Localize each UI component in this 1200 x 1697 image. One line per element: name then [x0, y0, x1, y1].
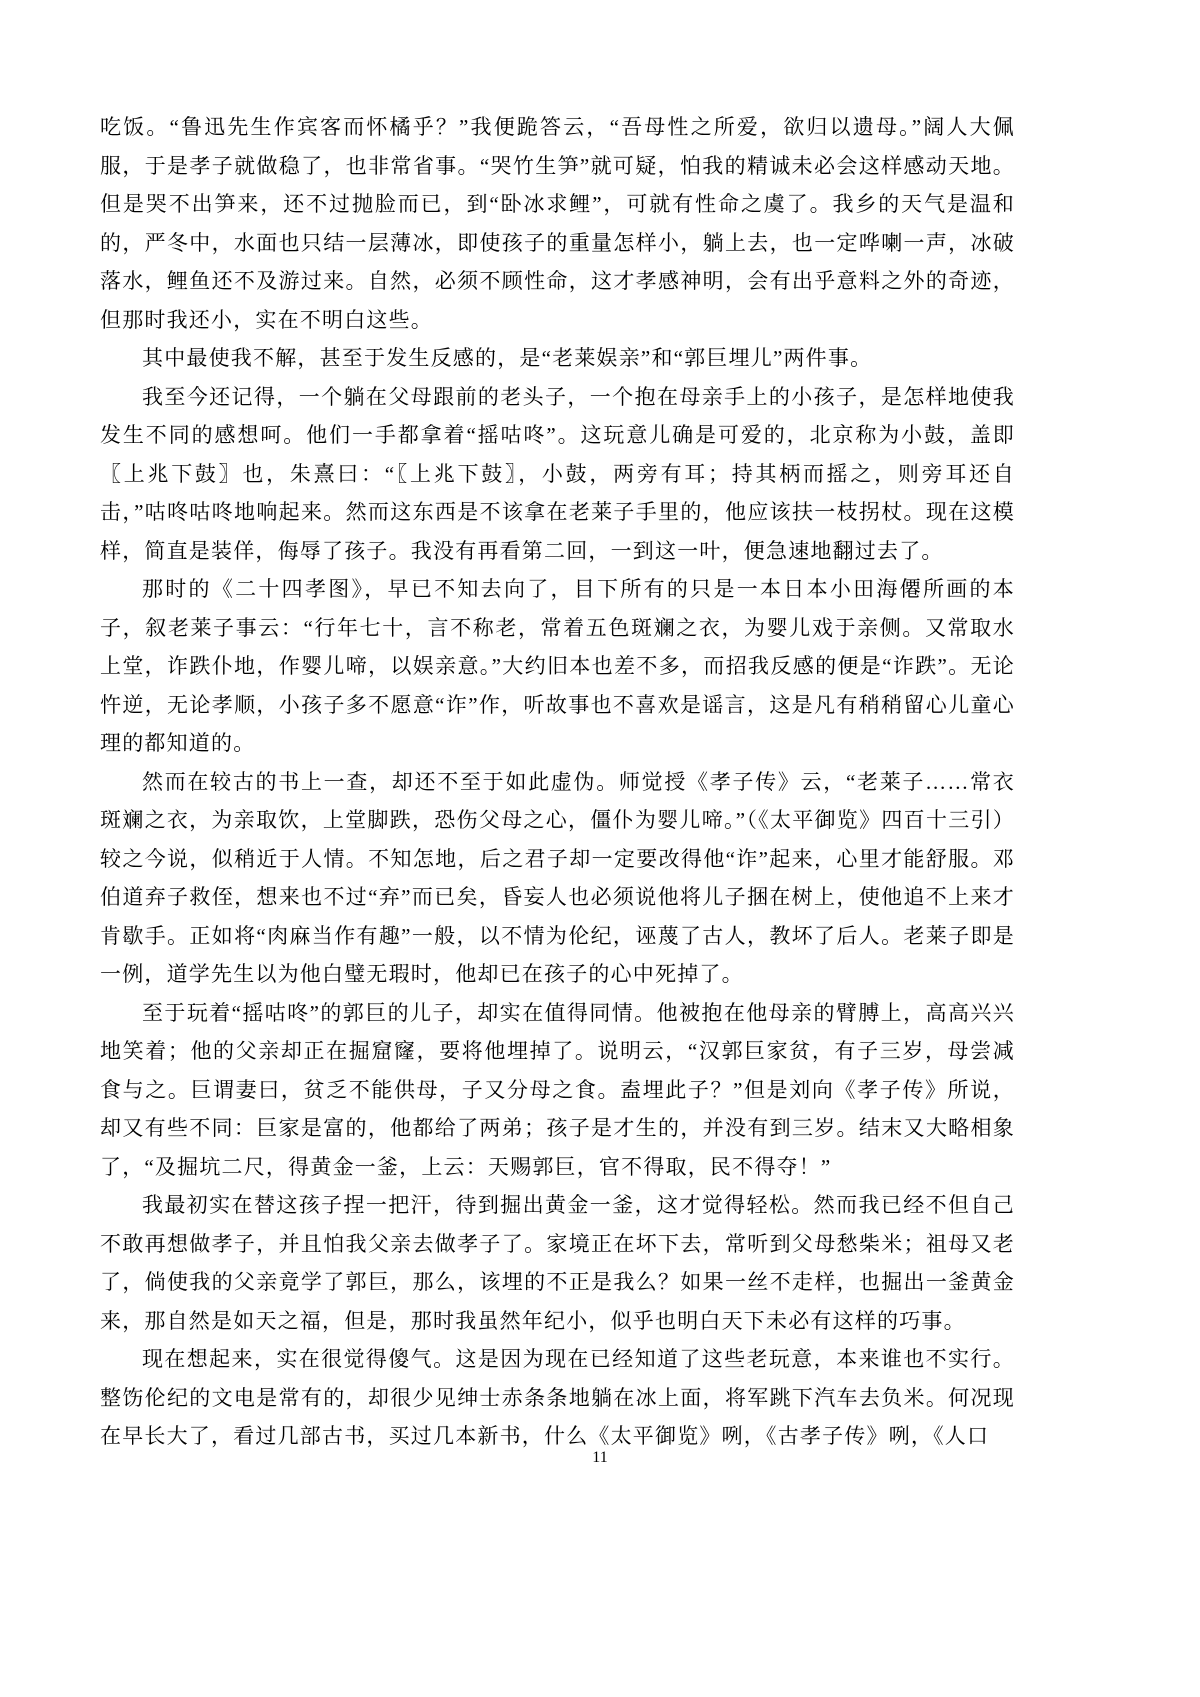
- paragraph: 我最初实在替这孩子捏一把汗，待到掘出黄金一釜，这才觉得轻松。然而我已经不但自己不敢再想做孝子，并且怕我父亲去做孝子了。家境正在坏下去，常听到父母愁柴米；祖母又老了，倘使我的父亲竟学了郭巨，那么，该埋的不正是我么？如果一丝不走样，也掘出一釜黄金来，那自然是如天之福，但是，那时我虽然年纪小，似乎也明白天下未必有这样的巧事。: [100, 1193, 1015, 1333]
- paragraph: 那时的《二十四孝图》，早已不知去向了，目下所有的只是一本日本小田海僊所画的本子，叙老莱子事云：“行年七十，言不称老，常着五色斑斓之衣，为婴儿戏于亲侧。又常取水上堂，诈跌仆地，作婴儿啼，以娱亲意。”大约旧本也差不多，而招我反感的便是“诈跌”。无论忤逆，无论孝顺，小孩子多不愿意“诈”作，听故事也不喜欢是谣言，这是凡有稍稍留心儿童心理的都知道的。: [100, 577, 1015, 755]
- paragraph: 吃饭。“鲁迅先生作宾客而怀橘乎？”我便跪答云，“吾母性之所爱，欲归以遗母。”阔人大佩服，于是孝子就做稳了，也非常省事。“哭竹生笋”就可疑，怕我的精诚未必会这样感动天地。但是哭不出笋来，还不过抛脸而已，到“卧冰求鲤”，可就有性命之虞了。我乡的天气是温和的，严冬中，水面也只结一层薄冰，即使孩子的重量怎样小，躺上去，也一定哗喇一声，冰破落水，鲤鱼还不及游过来。自然，必须不顾性命，这才孝感神明，会有出乎意料之外的奇迹，但那时我还小，实在不明白这些。: [100, 115, 1015, 332]
- page-content: [100, 108, 1015, 1456]
- paragraph: 至于玩着“摇咕咚”的郭巨的儿子，却实在值得同情。他被抱在他母亲的臂膊上，高高兴兴地笑着；他的父亲却正在掘窟窿，要将他埋掉了。说明云，“汉郭巨家贫，有子三岁，母尝减食与之。巨谓妻曰，贫乏不能供母，子又分母之食。盍埋此子？”但是刘向《孝子传》所说，却又有些不同：巨家是富的，他都给了两弟；孩子是才生的，并没有到三岁。结末又大略相象了，“及掘坑二尺，得黄金一釜，上云：天赐郭巨，官不得取，民不得夺！”: [100, 1000, 1015, 1179]
- paragraph: 现在想起来，实在很觉得傻气。这是因为现在已经知道了这些老玩意，本来谁也不实行。整饬伦纪的文电是常有的，却很少见绅士赤条条地躺在冰上面，将军跳下汽车去负米。何况现在早长大了，看过几部古书，买过几本新书，什么《太平御览》咧，《古孝子传》咧，《人口: [100, 1347, 1015, 1448]
- paragraph: 我至今还记得，一个躺在父母跟前的老头子，一个抱在母亲手上的小孩子，是怎样地使我发生不同的感想呵。他们一手都拿着“摇咕咚”。这玩意儿确是可爱的，北京称为小鼓，盖即〖上兆下鼓〗也，朱熹曰：“〖上兆下鼓〗，小鼓，两旁有耳；持其柄而摇之，则旁耳还自击，”咕咚咕咚地响起来。然而这东西是不该拿在老莱子手里的，他应该扶一枝拐杖。现在这模样，简直是装佯，侮辱了孩子。我没有再看第二回，一到这一叶，便急速地翻过去了。: [100, 384, 1015, 563]
- page-number: 11: [592, 1449, 608, 1466]
- paragraph: 其中最使我不解，甚至于发生反感的，是“老莱娱亲”和“郭巨埋儿”两件事。: [142, 346, 873, 370]
- paragraph: 然而在较古的书上一查，却还不至于如此虚伪。师觉授《孝子传》云，“老莱子……常衣斑斓之衣，为亲取饮，上堂脚跌，恐伤父母之心，僵仆为婴儿啼。”（《太平御览》四百十三引）较之今说，似稍近于人情。不知怎地，后之君子却一定要改得他“诈”起来，心里才能舒服。邓伯道弃子救侄，想来也不过“弃”而已矣，昏妄人也必须说他将儿子捆在树上，使他追不上来才肯歇手。正如将“肉麻当作有趣”一般，以不情为伦纪，诬蔑了古人，教坏了后人。老莱子即是一例，道学先生以为他白璧无瑕时，他却已在孩子的心中死掉了。: [100, 769, 1015, 986]
